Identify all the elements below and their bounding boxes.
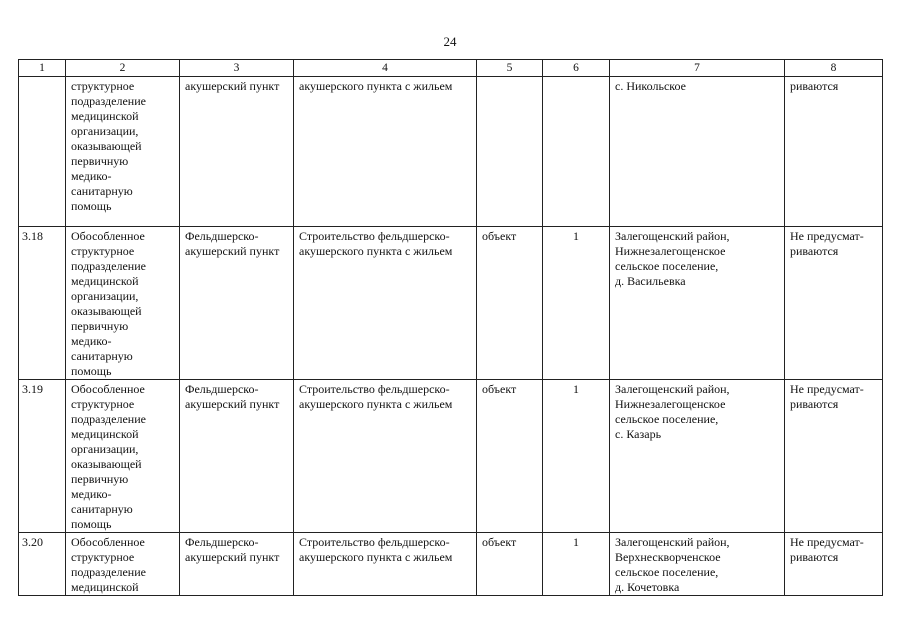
table-row [19, 227, 883, 380]
cell-text-line: акушерского пункта с жильем [299, 244, 453, 258]
column-number: 2 [66, 60, 180, 77]
facility-type-cell [180, 77, 294, 227]
cell-text-line: подразделение [71, 259, 146, 273]
column-number-row [19, 60, 883, 77]
count-cell [543, 77, 610, 227]
cell-text-line: д. Кочетовка [615, 580, 680, 594]
facility-type-cell [180, 533, 294, 596]
cell-text-line: оказывающей [71, 139, 142, 153]
cell-text-line: Залегощенский район, [615, 229, 730, 243]
note-cell [785, 533, 883, 596]
action-cell [294, 227, 477, 380]
cell-text-line: организации, [71, 289, 139, 303]
row-number-cell: 3.19 [19, 380, 66, 533]
count-cell: 1 [543, 533, 610, 596]
cell-text-line: д. Васильевка [615, 274, 686, 288]
cell-text-line: медико- [71, 487, 112, 501]
count-cell: 1 [543, 380, 610, 533]
cell-text-line: акушерского пункта с жильем [299, 397, 453, 411]
cell-text-line: оказывающей [71, 457, 142, 471]
cell-text-line: риваются [790, 79, 839, 93]
cell-text-line: Не предусмат- [790, 382, 864, 396]
cell-text-line: первичную [71, 319, 129, 333]
cell-text-line: риваются [790, 244, 839, 258]
column-number: 3 [180, 60, 294, 77]
count-cell: 1 [543, 227, 610, 380]
cell-text-line: акушерского пункта с жильем [299, 79, 453, 93]
cell-text-line: помощь [71, 517, 112, 531]
cell-text-line: с. Казарь [615, 427, 662, 441]
page-number: 24 [443, 34, 457, 49]
facility-type-cell [180, 380, 294, 533]
row-number-cell: 3.18 [19, 227, 66, 380]
cell-text-line: Залегощенский район, [615, 382, 730, 396]
cell-text-line: акушерский пункт [185, 244, 280, 258]
cell-text-line: структурное [71, 244, 135, 258]
column-number: 1 [19, 60, 66, 77]
action-cell [294, 77, 477, 227]
cell-text-line: подразделение [71, 94, 146, 108]
column-number: 5 [477, 60, 543, 77]
unit-cell: объект [477, 227, 543, 380]
cell-text-line: Обособленное [71, 535, 145, 549]
location-cell [610, 533, 785, 596]
cell-text-line: медико- [71, 169, 112, 183]
cell-text-line: первичную [71, 472, 129, 486]
unit-cell [477, 77, 543, 227]
note-cell [785, 380, 883, 533]
cell-text-line: медицинской [71, 274, 139, 288]
cell-text-line: Залегощенский район, [615, 535, 730, 549]
cell-text-line: риваются [790, 397, 839, 411]
organization-cell [66, 380, 180, 533]
table-row [19, 380, 883, 533]
action-cell [294, 380, 477, 533]
cell-text-line: подразделение [71, 565, 146, 579]
cell-text-line: Строительство фельдшерско- [299, 535, 450, 549]
cell-text-line: санитарную [71, 349, 133, 363]
organization-cell [66, 77, 180, 227]
row-number-cell: 3.20 [19, 533, 66, 596]
cell-text-line: акушерского пункта с жильем [299, 550, 453, 564]
cell-text-line: санитарную [71, 502, 133, 516]
organization-cell [66, 227, 180, 380]
cell-text-line: акушерский пункт [185, 79, 280, 93]
column-number: 6 [543, 60, 610, 77]
note-cell [785, 77, 883, 227]
cell-text-line: акушерский пункт [185, 550, 280, 564]
cell-text-line: медико- [71, 334, 112, 348]
cell-text-line: первичную [71, 154, 129, 168]
cell-text-line: помощь [71, 199, 112, 213]
location-cell [610, 380, 785, 533]
cell-text-line: санитарную [71, 184, 133, 198]
location-cell [610, 227, 785, 380]
cell-text-line: Фельдшерско- [185, 382, 259, 396]
cell-text-line: подразделение [71, 412, 146, 426]
cell-text-line: Нижнезалегощенское [615, 397, 726, 411]
cell-text-line: медицинской [71, 109, 139, 123]
cell-text-line: Фельдшерско- [185, 535, 259, 549]
cell-text-line: Верхнескворченское [615, 550, 721, 564]
cell-text-line: Строительство фельдшерско- [299, 382, 450, 396]
unit-cell: объект [477, 533, 543, 596]
column-number: 7 [610, 60, 785, 77]
cell-text-line: структурное [71, 550, 135, 564]
document-table [18, 59, 883, 596]
row-number-cell [19, 77, 66, 227]
cell-text-line: Не предусмат- [790, 535, 864, 549]
cell-text-line: сельское поселение, [615, 412, 719, 426]
cell-text-line: Обособленное [71, 382, 145, 396]
cell-text-line: медицинской [71, 580, 139, 594]
cell-text-line: организации, [71, 124, 139, 138]
unit-cell: объект [477, 380, 543, 533]
cell-text-line: медицинской [71, 427, 139, 441]
cell-text-line: с. Никольское [615, 79, 686, 93]
location-cell [610, 77, 785, 227]
note-cell [785, 227, 883, 380]
organization-cell [66, 533, 180, 596]
table-row [19, 533, 883, 596]
cell-text-line: помощь [71, 364, 112, 378]
table-row [19, 77, 883, 227]
cell-text-line: риваются [790, 550, 839, 564]
cell-text-line: Фельдшерско- [185, 229, 259, 243]
cell-text-line: сельское поселение, [615, 565, 719, 579]
action-cell [294, 533, 477, 596]
cell-text-line: оказывающей [71, 304, 142, 318]
cell-text-line: Обособленное [71, 229, 145, 243]
cell-text-line: структурное [71, 397, 135, 411]
cell-text-line: организации, [71, 442, 139, 456]
cell-text-line: Не предусмат- [790, 229, 864, 243]
cell-text-line: акушерский пункт [185, 397, 280, 411]
column-number: 4 [294, 60, 477, 77]
column-number: 8 [785, 60, 883, 77]
cell-text-line: сельское поселение, [615, 259, 719, 273]
facility-type-cell [180, 227, 294, 380]
cell-text-line: структурное [71, 79, 135, 93]
cell-text-line: Строительство фельдшерско- [299, 229, 450, 243]
cell-text-line: Нижнезалегощенское [615, 244, 726, 258]
